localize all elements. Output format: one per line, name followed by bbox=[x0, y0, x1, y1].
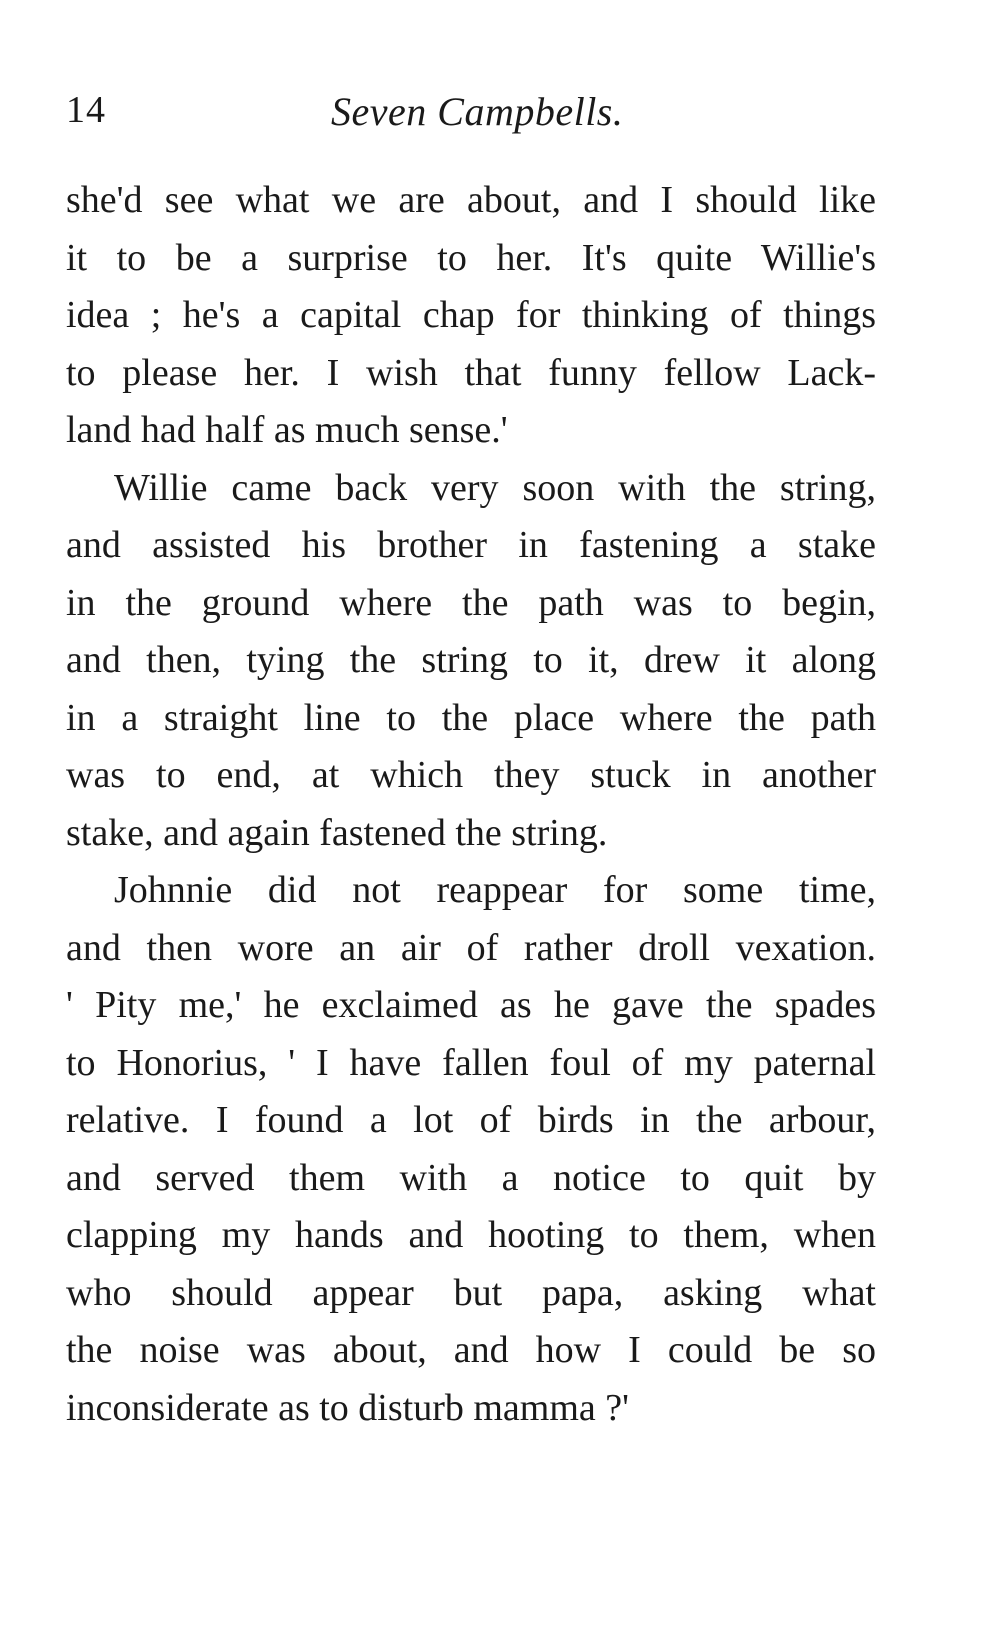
text-line: and assisted his brother in fastening a stake bbox=[66, 524, 876, 566]
text-line: land had half as much sense.' bbox=[66, 409, 508, 451]
text-line: in a straight line to the place where the path bbox=[66, 696, 876, 739]
page-header bbox=[66, 88, 936, 148]
text-line: ' Pity me,' he exclaimed as he gave the spades bbox=[66, 984, 876, 1026]
text-line: stake, and again fastened the string. bbox=[66, 811, 608, 854]
text-line: inconsiderate as to disturb mamma ?' bbox=[66, 1386, 629, 1429]
text-line: Willie came back very soon with the string, bbox=[114, 466, 876, 509]
text-line: who should appear but papa, asking what bbox=[66, 1271, 876, 1314]
text-line: and served them with a notice to quit by bbox=[66, 1156, 876, 1199]
page-number: 14 bbox=[66, 89, 106, 131]
text-line: relative. I found a lot of birds in the arbour, bbox=[66, 1099, 876, 1141]
text-line: it to be a surprise to her. It's quite Willie's bbox=[66, 236, 876, 279]
body-text bbox=[66, 172, 876, 1437]
running-title: Seven Campbells. bbox=[331, 89, 624, 134]
text-line: in the ground where the path was to begin, bbox=[66, 581, 876, 624]
text-line: and then wore an air of rather droll vexation. bbox=[66, 926, 876, 969]
text-line: the noise was about, and how I could be so bbox=[66, 1329, 876, 1371]
text-line: idea ; he's a capital chap for thinking of things bbox=[66, 294, 876, 336]
text-line: and then, tying the string to it, drew it along bbox=[66, 639, 876, 681]
text-line: was to end, at which they stuck in another bbox=[66, 754, 876, 796]
text-line: Johnnie did not reappear for some time, bbox=[114, 869, 876, 911]
text-line: to please her. I wish that funny fellow Lack- bbox=[66, 351, 876, 394]
text-line: to Honorius, ' I have fallen foul of my paternal bbox=[66, 1041, 876, 1084]
text-line: she'd see what we are about, and I should like bbox=[66, 179, 876, 221]
text-line: clapping my hands and hooting to them, when bbox=[66, 1214, 876, 1256]
